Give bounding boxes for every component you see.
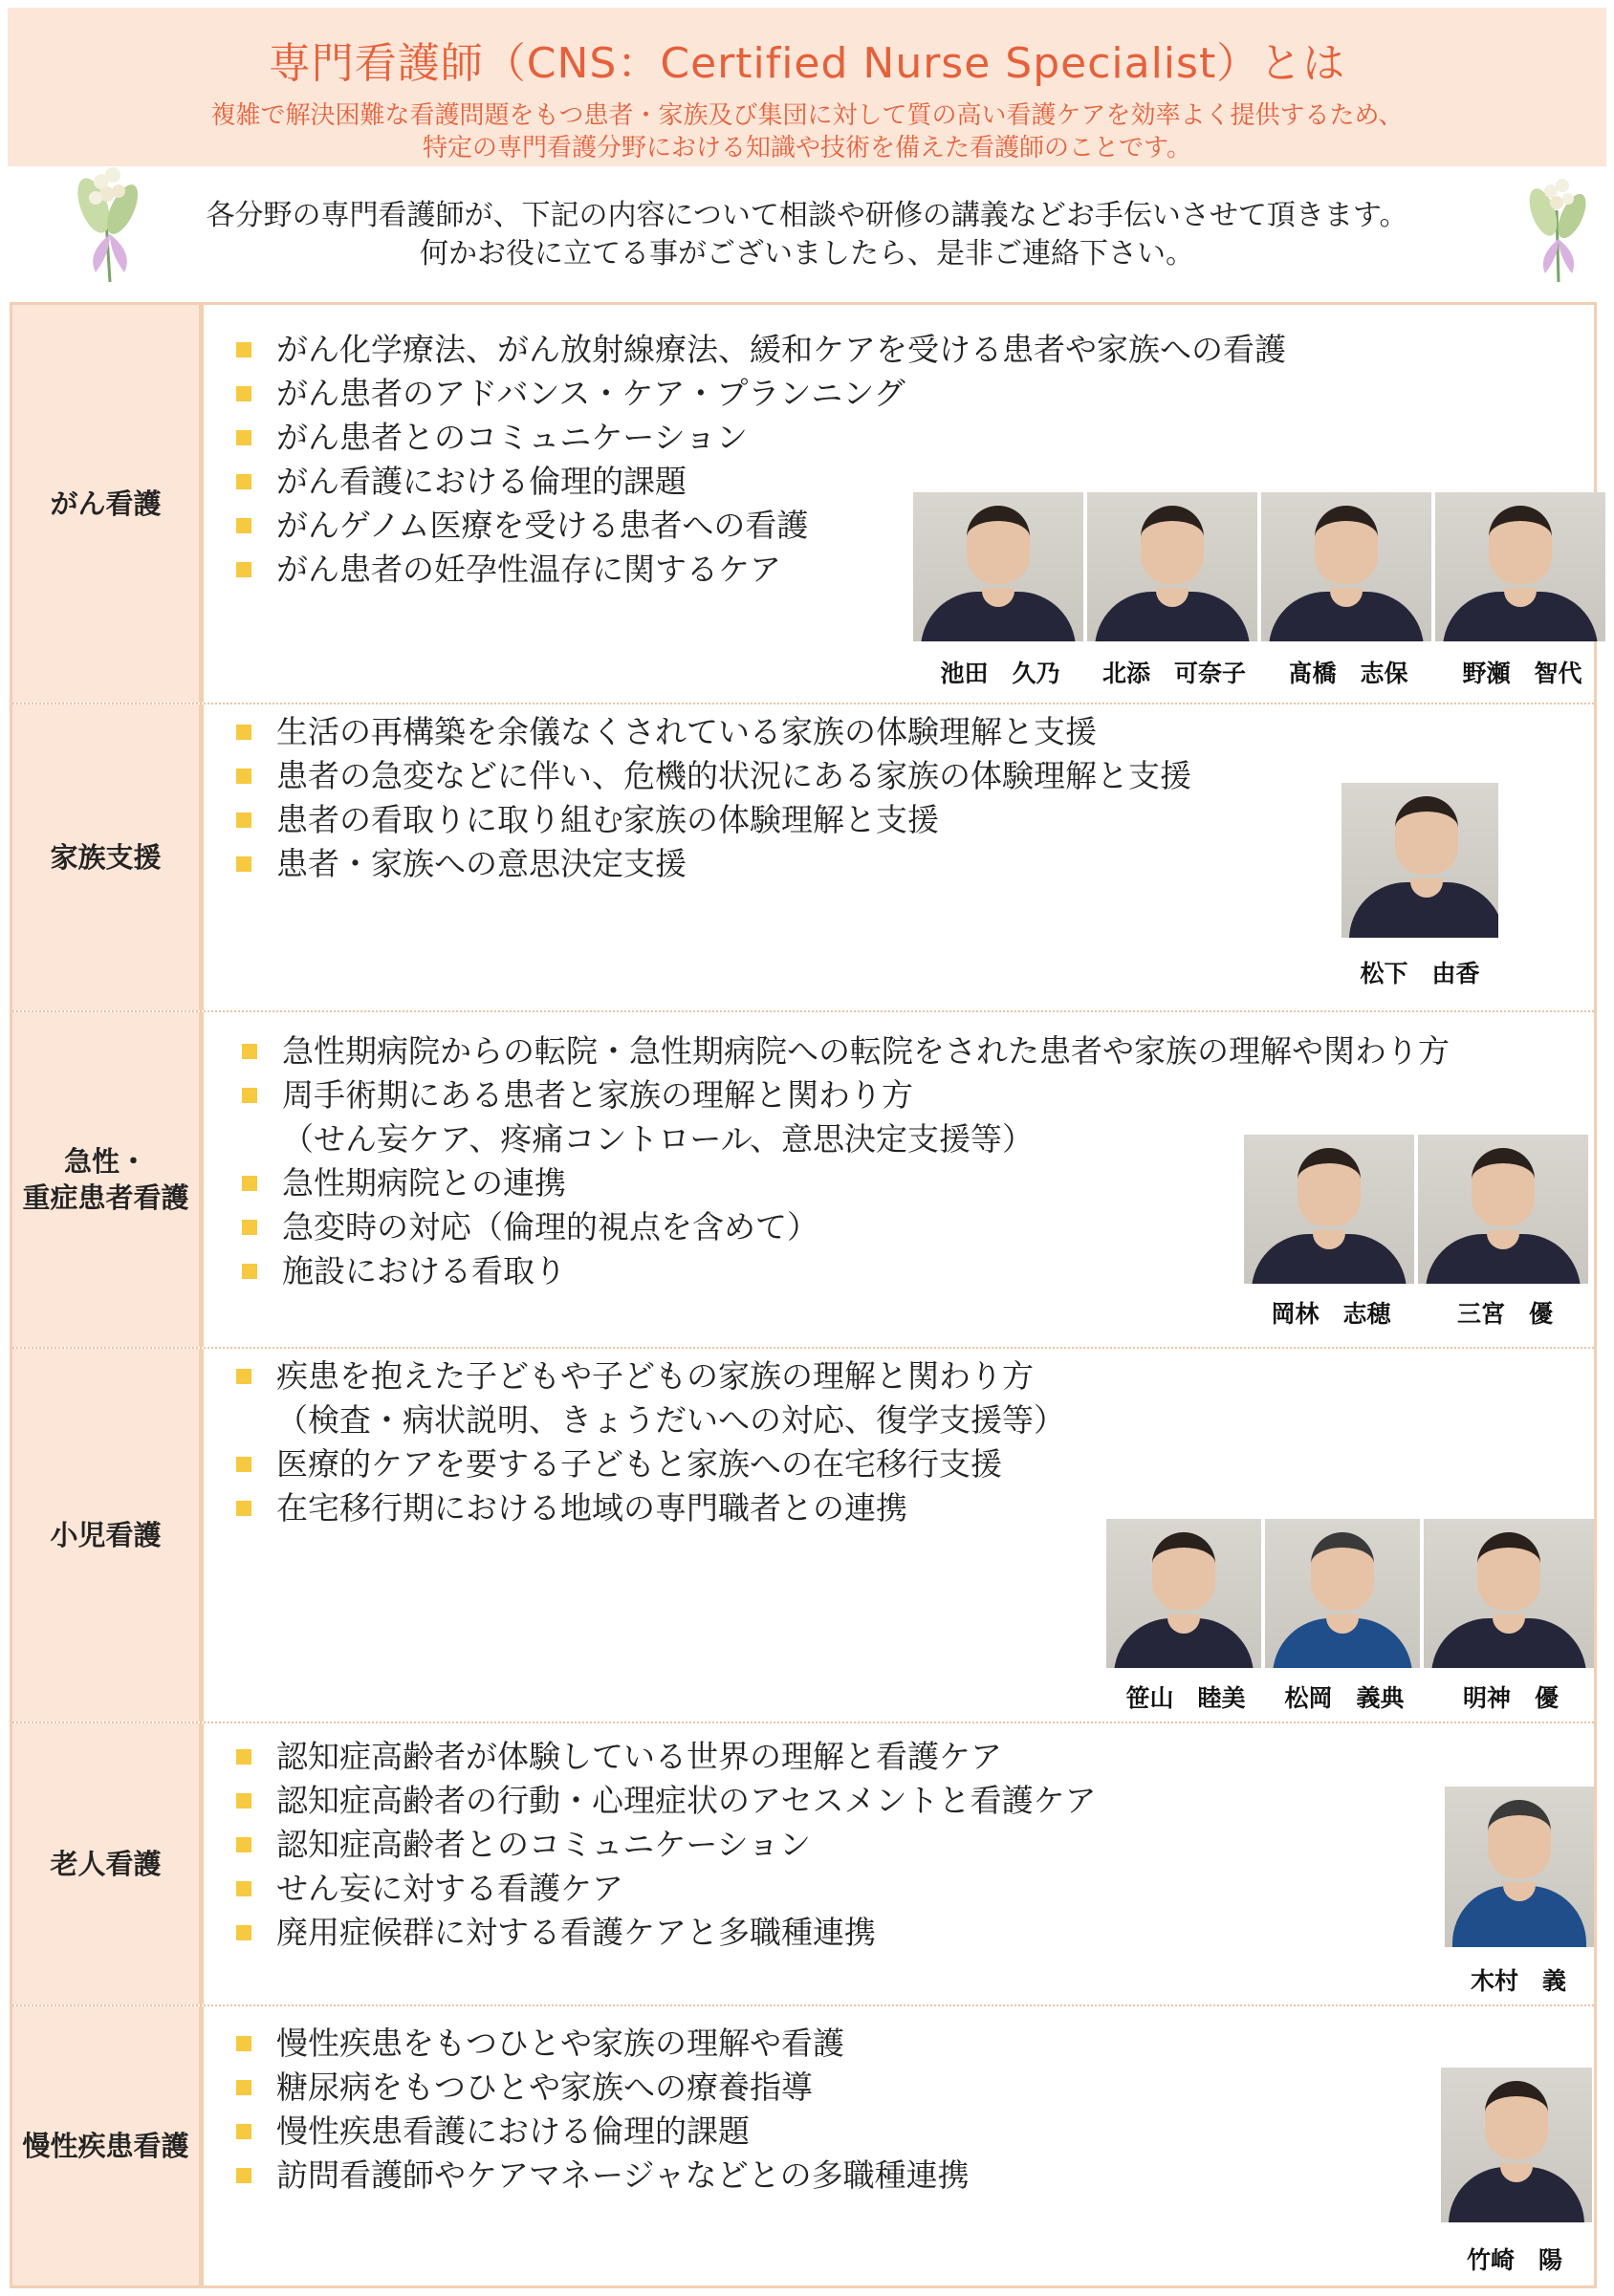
section-label: 慢性疾患看護 [12,2006,204,2285]
list-item: 施設における看取り [229,1249,1450,1293]
list-item: 認知症高齢者とのコミュニケーション [223,1823,1097,1867]
bullet-icon [236,474,251,489]
staff-photo [1265,1519,1420,1668]
staff-photo [913,492,1083,641]
list-item: がん患者の妊孕性温存に関するケア [223,548,1286,592]
section-label: 小児看護 [12,1349,204,1722]
list-item: 糖尿病をもつひとや家族への療養指導 [223,2066,970,2110]
list-item: 患者・家族への意思決定支援 [223,842,1191,886]
staff-photos [1341,783,1502,938]
list-item: 急変時の対応（倫理的視点を含めて） [229,1205,1450,1249]
bullet-icon [236,430,251,445]
bullet-icon [236,386,251,401]
bullet-icon [236,1501,251,1516]
bullet-icon [236,1749,251,1765]
section-row-gerontological [12,1722,1594,2004]
bullet-icon [236,1881,251,1896]
staff-photos [913,492,1609,641]
bullet-icon [236,1369,251,1384]
section-row-family [12,703,1594,1010]
staff-names [1437,1962,1600,1997]
bullet-icon [242,1220,257,1235]
section-row-chronic [12,2004,1594,2285]
bullet-icon [242,1176,257,1191]
bullet-icon [242,1264,257,1279]
page-title: 専門看護師（CNS：Certified Nurse Specialist）とは [268,39,1346,88]
staff-photo [1418,1135,1588,1284]
staff-name: 木村 義 [1470,1967,1566,1995]
list-item: 医療的ケアを要する子どもと家族への在宅移行支援 [223,1442,1065,1486]
bullet-icon [236,725,251,740]
bullet-icon [236,1837,251,1852]
list-item: がん化学療法、がん放射線療法、緩和ケアを受ける患者や家族への看護 [223,328,1286,372]
list-item: 認知症高齢者が体験している世界の理解と看護ケア [223,1735,1097,1779]
staff-photo [1341,783,1498,938]
section-label: 家族支援 [12,704,204,1010]
bullet-icon [236,562,251,577]
staff-photos [1244,1135,1592,1284]
staff-photos [1441,2068,1596,2222]
bullet-icon [236,2036,251,2051]
section-label: 老人看護 [12,1723,204,2004]
bullet-icon [236,1793,251,1809]
staff-name: 松下 由香 [1360,960,1480,987]
bullet-icon [236,769,251,784]
staff-name: 三宮 優 [1456,1300,1553,1328]
staff-names [913,655,1609,689]
staff-names [1244,1295,1592,1330]
bullet-icon [236,812,251,828]
bullet-icon [236,342,251,357]
bullet-icon [236,856,251,872]
staff-name: 竹崎 陽 [1466,2246,1562,2274]
section-row-acute [12,1010,1594,1347]
staff-photos [1106,1519,1598,1668]
list-item: がん患者とのコミュニケーション [223,416,1286,460]
list-item: 慢性疾患をもつひとや家族の理解や看護 [223,2022,970,2066]
list-item-continuation: （せん妄ケア、疼痛コントロール、意思決定支援等） [282,1120,1035,1158]
section-row-pediatric [12,1347,1594,1722]
staff-photo [1441,2068,1592,2222]
intro-line: 各分野の専門看護師が、下記の内容について相談や研修の講義などお手伝いさせて頂きます。 [206,199,1408,232]
list-item: 疾患を抱えた子どもや子どもの家族の理解と関わり方 [223,1354,1065,1398]
section-label [12,1012,204,1347]
staff-photo [1087,492,1257,641]
list-item-continuation: （検査・病状説明、きょうだいへの対応、復学支援等） [276,1401,1065,1439]
bullet-icon [242,1044,257,1059]
staff-name: 明神 優 [1462,1684,1559,1712]
staff-photo [1445,1787,1594,1947]
staff-name: 松岡 義典 [1284,1684,1405,1712]
section-label-line: 重症患者看護 [22,1181,189,1214]
section-label-line: 急性・ [63,1145,147,1178]
list-item: 急性期病院からの転院・急性期病院への転院をされた患者や家族の理解や関わり方 [229,1029,1450,1073]
list-item: 慢性疾患看護における倫理的課題 [223,2110,970,2154]
intro-text [0,197,1614,273]
staff-photo [1244,1135,1414,1284]
list-item: がんゲノム医療を受ける患者への看護 [223,504,1286,548]
staff-photo [1106,1519,1261,1668]
bullet-icon [236,518,251,533]
list-item: せん妄に対する看護ケア [223,1867,1097,1911]
staff-name: 野瀬 智代 [1462,660,1582,687]
page-subtitle [8,99,1606,164]
staff-photos [1445,1787,1598,1947]
list-item: がん看護における倫理的課題 [223,460,1286,504]
list-item: 患者の看取りに取り組む家族の体験理解と支援 [223,798,1191,842]
list-item: 周手術期にある患者と家族の理解と関わり方 [229,1073,1450,1117]
staff-name: 北添 可奈子 [1101,660,1246,687]
item-list [223,1735,1097,1955]
item-list [223,2022,970,2198]
staff-name: 髙橋 志保 [1288,660,1408,687]
item-list [223,710,1191,886]
staff-photo [1261,492,1431,641]
bullet-icon [236,2124,251,2139]
list-item: 患者の急変などに伴い、危機的状況にある家族の体験理解と支援 [223,754,1191,798]
item-list [223,1354,1065,1530]
staff-name: 池田 久乃 [940,660,1060,687]
list-item: 訪問看護師やケアマネージャなどとの多職種連携 [223,2154,970,2198]
staff-names [1332,955,1508,989]
bullet-icon [236,1457,251,1472]
list-item: 廃用症候群に対する看護ケアと多職種連携 [223,1911,1097,1955]
header-banner [8,8,1606,166]
specialty-table [10,302,1597,2288]
bullet-icon [236,2080,251,2095]
subtitle-line: 複雑で解決困難な看護問題をもつ患者・家族及び集団に対して質の高い看護ケアを効率よく提供するため、 [210,101,1404,130]
bullet-icon [236,1925,251,1940]
staff-name: 笹山 睦美 [1125,1684,1246,1712]
bullet-icon [236,2168,251,2183]
staff-photo [1424,1519,1594,1668]
section-row-cancer [12,305,1594,703]
list-item: 認知症高齢者の行動・心理症状のアセスメントと看護ケア [223,1779,1097,1823]
staff-names [1433,2242,1596,2276]
subtitle-line: 特定の専門看護分野における知識や技術を備えた看護師のことです。 [423,134,1191,162]
list-item: がん患者のアドバンス・ケア・プランニング [223,372,1286,416]
staff-name: 岡林 志穂 [1271,1300,1391,1328]
bullet-icon [242,1088,257,1103]
intro-line: 何かお役に立てる事がございましたら、是非ご連絡下さい。 [420,237,1194,271]
staff-names [1106,1679,1598,1714]
list-item: 在宅移行期における地域の専門職者との連携 [223,1486,1065,1530]
section-label: がん看護 [12,305,204,703]
list-item: 生活の再構築を余儀なくされている家族の体験理解と支援 [223,710,1191,754]
staff-photo [1435,492,1605,641]
list-item: 急性期病院との連携 [229,1161,1450,1205]
